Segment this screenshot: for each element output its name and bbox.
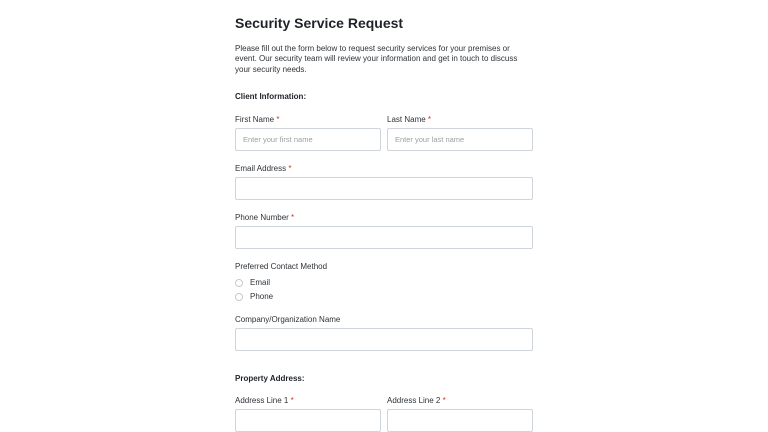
- contact-method-email-option[interactable]: [235, 276, 270, 290]
- company-input[interactable]: [235, 328, 533, 351]
- intro-text: Please fill out the form below to request security services for your premises or event. Our security team will review your information and get in touch to discuss your security needs.: [235, 44, 518, 74]
- address-line-1-label: Address Line 1 *: [235, 396, 294, 405]
- required-marker: *: [288, 164, 292, 173]
- contact-method-phone-option[interactable]: [235, 290, 273, 304]
- required-marker: *: [442, 396, 446, 405]
- required-marker: *: [290, 396, 294, 405]
- property-address-heading: Property Address:: [235, 374, 305, 383]
- contact-method-label: Preferred Contact Method: [235, 262, 328, 271]
- radio-phone-label: Phone: [250, 292, 274, 302]
- radio-email-label: Email: [250, 278, 271, 288]
- page-title: Security Service Request: [235, 15, 404, 31]
- phone-label: Phone Number *: [235, 213, 295, 222]
- last-name-label: Last Name *: [387, 115, 432, 124]
- first-name-label: First Name *: [235, 115, 280, 124]
- address-line-2-input[interactable]: [387, 409, 533, 432]
- radio-email[interactable]: [235, 279, 243, 287]
- required-marker: *: [276, 115, 280, 124]
- company-label: Company/Organization Name: [235, 315, 341, 324]
- client-information-heading: Client Information:: [235, 92, 307, 101]
- email-input[interactable]: [235, 177, 533, 200]
- radio-phone[interactable]: [235, 293, 243, 301]
- required-marker: *: [291, 213, 295, 222]
- address-line-2-label: Address Line 2 *: [387, 396, 446, 405]
- phone-input[interactable]: [235, 226, 533, 249]
- last-name-input[interactable]: [387, 128, 533, 151]
- email-label: Email Address *: [235, 164, 292, 173]
- first-name-input[interactable]: [235, 128, 381, 151]
- required-marker: *: [427, 115, 432, 124]
- address-line-1-input[interactable]: [235, 409, 381, 432]
